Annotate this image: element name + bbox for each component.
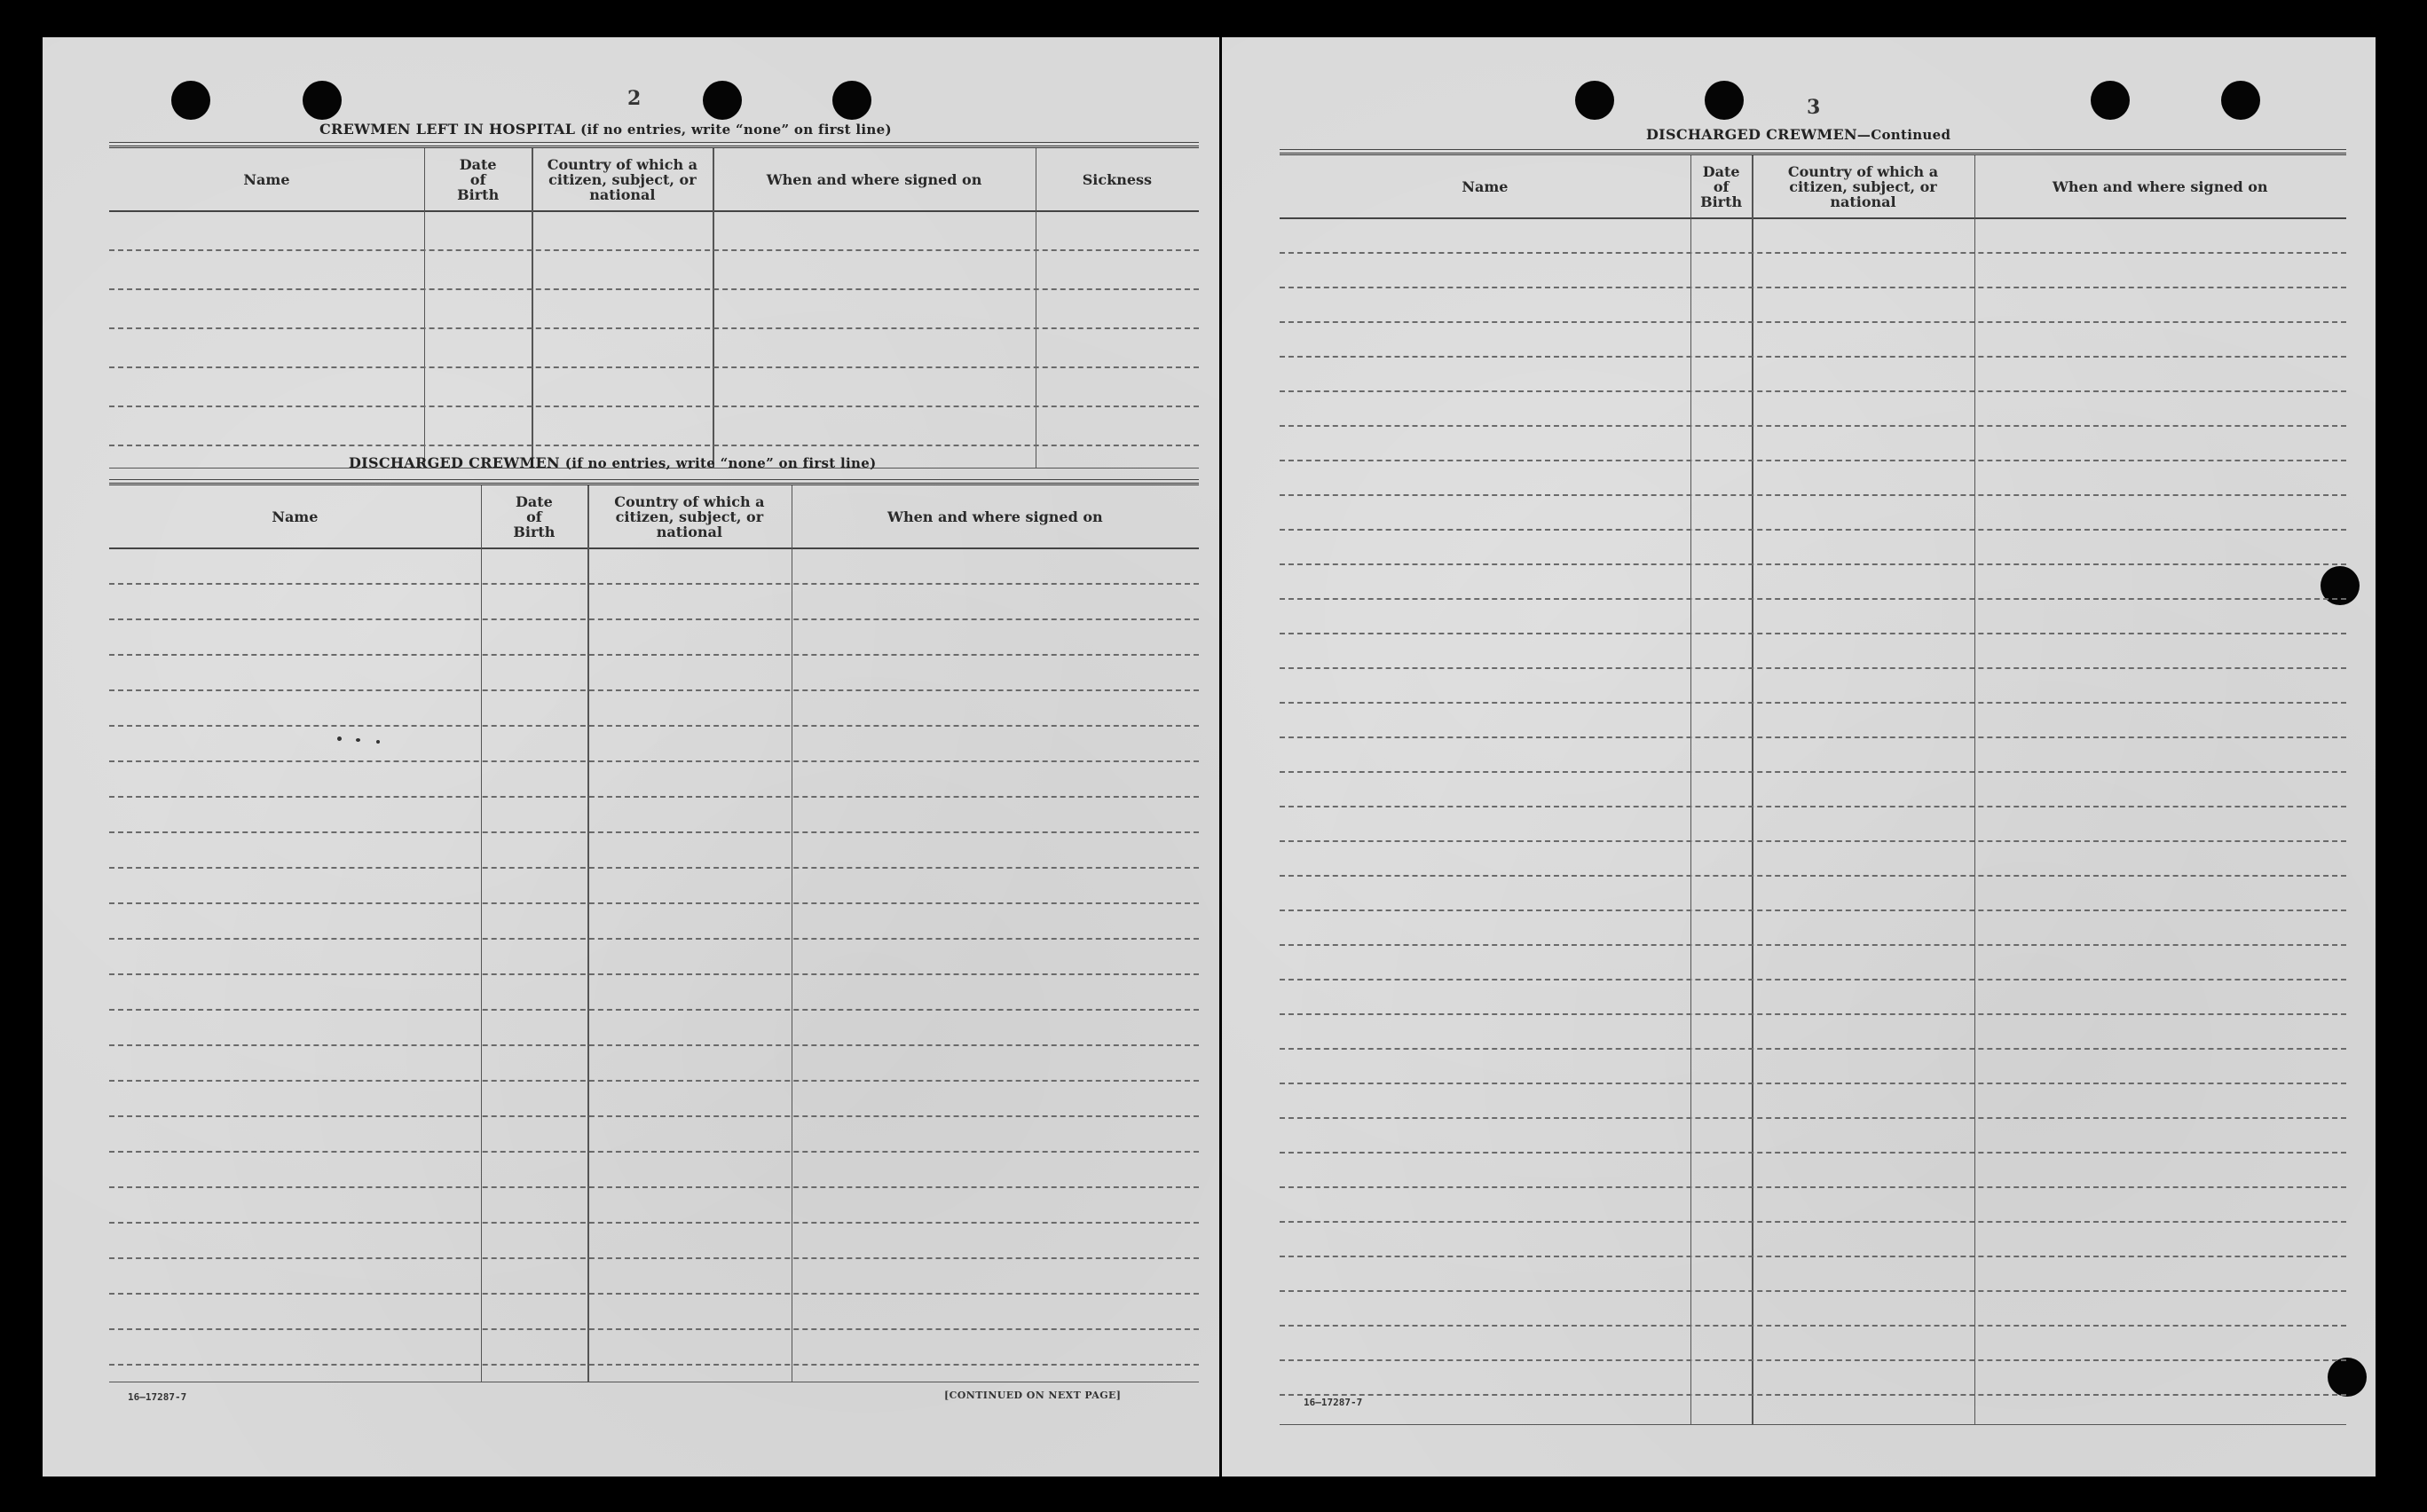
table-top-rule <box>109 479 1199 480</box>
column-header: Country of which a citizen, subject, or national <box>547 155 698 203</box>
entry-row-line <box>1280 563 2346 565</box>
entry-row-line <box>109 689 1199 691</box>
entry-row-line <box>1280 633 2346 634</box>
entry-row-line <box>109 867 1199 869</box>
column-header: When and where signed on <box>2052 177 2268 195</box>
entry-row-line <box>109 902 1199 904</box>
entry-row-line <box>1280 944 2346 946</box>
entry-row-line <box>1280 1013 2346 1015</box>
entry-row-line <box>1280 702 2346 704</box>
column-header: When and where signed on <box>887 508 1103 525</box>
column-header: Name <box>1462 177 1509 195</box>
entry-row-line <box>1280 1186 2346 1188</box>
entry-row-line <box>1280 529 2346 531</box>
discharged-table <box>109 483 1199 1382</box>
form-code: 16—17287-7 <box>128 1391 187 1403</box>
discharged-continued-suffix: —Continued <box>1856 127 1951 143</box>
entry-row-line <box>1280 321 2346 323</box>
punch-hole <box>832 81 871 120</box>
column-divider <box>1752 155 1753 1424</box>
entry-row-line <box>109 1257 1199 1259</box>
punch-hole <box>703 81 742 120</box>
left-form-page <box>43 37 1219 1477</box>
entry-row-line <box>1280 287 2346 288</box>
entry-row-line <box>109 288 1199 290</box>
column-header: Name <box>243 170 290 188</box>
entry-row-line <box>1280 356 2346 358</box>
entry-row-line <box>1280 840 2346 842</box>
discharged-continued-title-text: DISCHARGED CREWMEN <box>1646 126 1857 143</box>
entry-row-line <box>109 973 1199 975</box>
entry-row-line <box>109 583 1199 585</box>
entry-row-line <box>109 1293 1199 1295</box>
entry-row-line <box>109 327 1199 329</box>
entry-row-line <box>1280 1325 2346 1327</box>
table-top-rule <box>109 142 1199 143</box>
entry-row-line <box>1280 494 2346 496</box>
column-header: Name <box>272 508 319 525</box>
entry-row-line <box>1280 460 2346 461</box>
column-divider <box>713 148 714 468</box>
entry-row-line <box>1280 875 2346 877</box>
entry-row-line <box>1280 771 2346 773</box>
entry-row-line <box>1280 979 2346 980</box>
ink-speck <box>356 738 360 742</box>
ink-speck <box>376 740 380 744</box>
column-divider <box>424 148 426 468</box>
discharged-continued-table <box>1280 153 2346 1425</box>
entry-row-line <box>1280 425 2346 427</box>
entry-row-line <box>109 1044 1199 1046</box>
punch-hole <box>1575 81 1614 120</box>
entry-row-line <box>109 366 1199 368</box>
entry-row-line <box>1280 1083 2346 1084</box>
page-number: 2 <box>627 87 642 110</box>
entry-row-line <box>1280 390 2346 392</box>
column-header: When and where signed on <box>766 170 982 188</box>
table-top-rule <box>1280 149 2346 150</box>
column-divider <box>1036 148 1037 468</box>
entry-row-line <box>1280 1359 2346 1361</box>
entry-row-line <box>109 1115 1199 1117</box>
entry-row-line <box>1280 598 2346 600</box>
column-header: Country of which a citizen, subject, or national <box>614 492 765 540</box>
punch-hole <box>2221 81 2260 120</box>
entry-row-line <box>109 796 1199 798</box>
entry-row-line <box>109 1151 1199 1153</box>
entry-row-line <box>1280 806 2346 807</box>
ink-speck <box>337 736 342 741</box>
form-code: 16—17287-7 <box>1304 1397 1363 1408</box>
column-divider <box>532 148 533 468</box>
entry-row-line <box>109 831 1199 833</box>
entry-row-line <box>109 1009 1199 1011</box>
entry-row-line <box>109 1364 1199 1366</box>
column-header: Date of Birth <box>1700 162 1743 210</box>
hospital-section-title <box>319 121 892 138</box>
entry-row-line <box>1280 910 2346 911</box>
entry-row-line <box>1280 1117 2346 1119</box>
entry-row-line <box>109 725 1199 727</box>
entry-row-line <box>109 938 1199 940</box>
entry-row-line <box>109 654 1199 656</box>
punch-hole <box>171 81 210 120</box>
discharged-title-text: DISCHARGED CREWMEN <box>349 454 560 471</box>
discharged-continued-title <box>1646 126 1950 143</box>
column-header: Sickness <box>1082 170 1153 188</box>
right-form-page <box>1222 37 2376 1477</box>
entry-row-line <box>109 1328 1199 1330</box>
entry-row-line <box>109 760 1199 762</box>
column-header: Date of Birth <box>457 155 500 203</box>
entry-row-line <box>109 1080 1199 1082</box>
column-divider <box>1690 155 1692 1424</box>
entry-row-line <box>1280 1394 2346 1396</box>
hospital-table <box>109 146 1199 469</box>
entry-row-line <box>1280 1048 2346 1050</box>
column-header: Date of Birth <box>513 492 556 540</box>
column-divider <box>1974 155 1976 1424</box>
entry-row-line <box>109 406 1199 407</box>
punch-hole <box>1705 81 1744 120</box>
entry-row-line <box>1280 252 2346 254</box>
column-header: Country of which a citizen, subject, or national <box>1787 162 1939 210</box>
entry-row-line <box>1280 1221 2346 1223</box>
discharged-title-note: (if no entries, write “none” on first line) <box>564 455 877 471</box>
page-number: 3 <box>1807 96 1821 119</box>
entry-row-line <box>1280 736 2346 738</box>
entry-row-line <box>1280 1290 2346 1292</box>
entry-row-line <box>109 618 1199 620</box>
entry-row-line <box>109 1222 1199 1224</box>
table-header-row <box>1280 155 2346 219</box>
punch-hole <box>2091 81 2130 120</box>
entry-row-line <box>1280 1256 2346 1257</box>
hospital-title-text: CREWMEN LEFT IN HOSPITAL <box>319 121 576 138</box>
punch-hole <box>303 81 342 120</box>
entry-row-line <box>1280 667 2346 669</box>
entry-row-line <box>1280 1152 2346 1154</box>
hospital-title-note: (if no entries, write “none” on first line) <box>580 122 892 138</box>
discharged-section-title <box>349 454 876 471</box>
table-header-row <box>109 485 1199 549</box>
continued-note: [CONTINUED ON NEXT PAGE] <box>944 1390 1122 1401</box>
entry-row-line <box>109 249 1199 251</box>
entry-row-line <box>109 1186 1199 1188</box>
entry-row-line <box>109 445 1199 446</box>
